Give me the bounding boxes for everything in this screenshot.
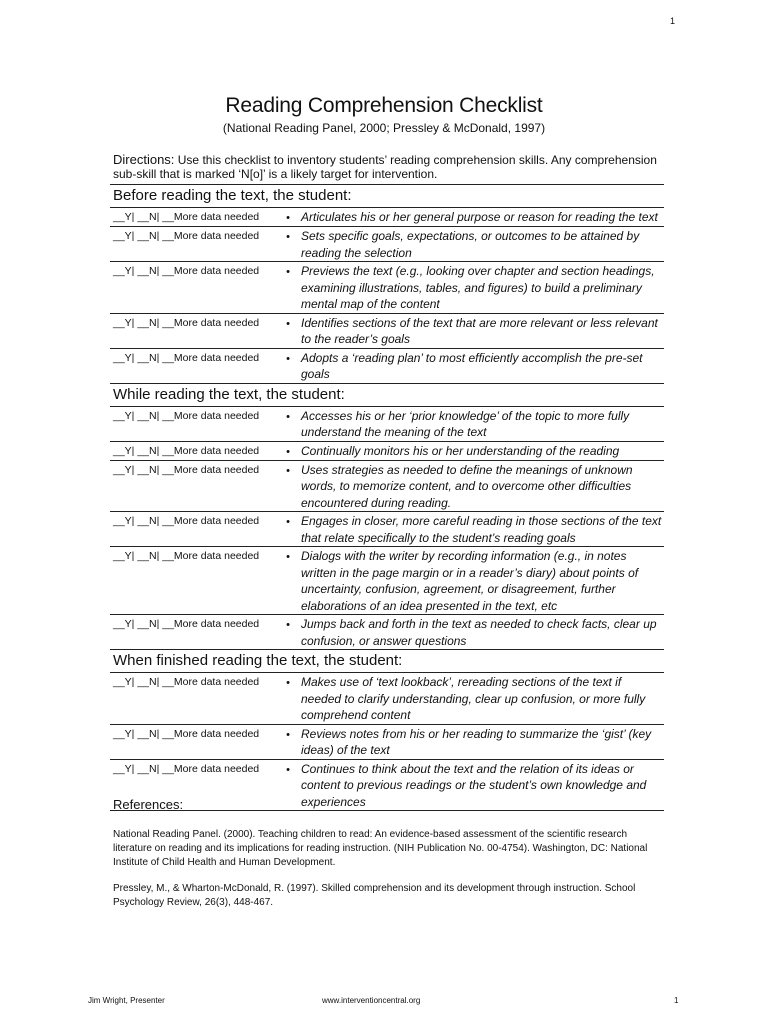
item-text: Identifies sections of the text that are more relevant or less relevant to the reader’s goals [301,313,664,348]
footer-page-number: 1 [674,996,679,1005]
references-heading: References: [113,797,184,812]
directions-lead: Directions: [113,152,175,167]
rating-options[interactable]: __Y| __N| __More data needed [110,441,275,460]
checklist-row [110,615,664,650]
bullet-icon: • [275,547,301,615]
checklist-row [110,460,664,512]
checklist-row [110,227,664,262]
rating-options[interactable]: __Y| __N| __More data needed [110,547,275,615]
checklist-row [110,512,664,547]
checklist-row [110,547,664,615]
bullet-icon: • [275,759,301,811]
bullet-icon: • [275,512,301,547]
rating-options[interactable]: __Y| __N| __More data needed [110,615,275,650]
checklist-table [110,184,664,811]
footer-url[interactable]: www.interventioncentral.org [322,996,421,1005]
section-heading: While reading the text, the student: [110,383,664,406]
item-text: Previews the text (e.g., looking over chapter and section headings, examining illustrations, tables, and figures) to build a preliminary mental map of the content [301,262,664,314]
references [113,798,653,922]
bullet-icon: • [275,724,301,759]
rating-options[interactable]: __Y| __N| __More data needed [110,512,275,547]
section-header-after [110,650,664,673]
bullet-icon: • [275,262,301,314]
rating-options[interactable]: __Y| __N| __More data needed [110,406,275,441]
item-text: Articulates his or her general purpose or reason for reading the text [301,208,664,227]
item-text: Continues to think about the text and the relation of its ideas or content to previous readings or the student’s own knowledge and experiences [301,759,664,811]
bullet-icon: • [275,313,301,348]
page-number-top: 1 [670,16,676,26]
item-text: Makes use of ‘text lookback’, rereading sections of the text if needed to clarify understanding, clear up confusion, or more fully comprehend content [301,673,664,725]
item-text: Adopts a ‘reading plan’ to most efficiently accomplish the pre-set goals [301,348,664,383]
bullet-icon: • [275,227,301,262]
footer-presenter: Jim Wright, Presenter [88,996,165,1005]
rating-options[interactable]: __Y| __N| __More data needed [110,208,275,227]
checklist-row [110,724,664,759]
reference-item: National Reading Panel. (2000). Teaching children to read: An evidence-based assessment of the scientific research literature on reading and its implications for reading instruction. (NIH Publication No. 00-4754). Washington, DC: National Institute of Child Health and Human Development. [113,829,648,868]
rating-options[interactable]: __Y| __N| __More data needed [110,724,275,759]
item-text: Reviews notes from his or her reading to summarize the ‘gist’ (key ideas) of the text [301,724,664,759]
section-heading: Before reading the text, the student: [110,185,664,208]
checklist-row [110,208,664,227]
rating-options[interactable]: __Y| __N| __More data needed [110,460,275,512]
checklist-row [110,406,664,441]
directions [113,153,673,181]
item-text: Dialogs with the writer by recording information (e.g., in notes written in the page margin or in a reader’s diary) about points of uncertainty, confusion, agreement, or disagreement, further elaborations of an idea presented in the text, etc [301,547,664,615]
rating-options[interactable]: __Y| __N| __More data needed [110,313,275,348]
bullet-icon: • [275,348,301,383]
item-text: Accesses his or her ‘prior knowledge’ of the topic to more fully understand the meaning of the text [301,406,664,441]
item-text: Engages in closer, more careful reading in those sections of the text that relate specifically to the student’s reading goals [301,512,664,547]
section-header-while [110,383,664,406]
item-text: Continually monitors his or her understanding of the reading [301,441,664,460]
item-text: Jumps back and forth in the text as needed to check facts, clear up confusion, or answer questions [301,615,664,650]
section-header-before [110,185,664,208]
section-heading: When finished reading the text, the student: [110,650,664,673]
bullet-icon: • [275,673,301,725]
bullet-icon: • [275,208,301,227]
checklist-row [110,441,664,460]
checklist-row [110,313,664,348]
bullet-icon: • [275,615,301,650]
page-title: Reading Comprehension Checklist [225,94,543,117]
rating-options[interactable]: __Y| __N| __More data needed [110,262,275,314]
bullet-icon: • [275,441,301,460]
rating-options[interactable]: __Y| __N| __More data needed [110,227,275,262]
item-text: Uses strategies as needed to define the meanings of unknown words, to memorize content, and to overcome other difficulties encountered during reading. [301,460,664,512]
item-text: Sets specific goals, expectations, or outcomes to be attained by reading the selection [301,227,664,262]
checklist-row [110,262,664,314]
directions-text: Use this checklist to inventory students’ reading comprehension skills. Any comprehension sub-skill that is marked ‘N[o]’ is a likely target for intervention. [113,153,657,181]
bullet-icon: • [275,406,301,441]
rating-options[interactable]: __Y| __N| __More data needed [110,673,275,725]
reference-item: Pressley, M., & Wharton-McDonald, R. (1997). Skilled comprehension and its development through instruction. School Psychology Review, 26(3), 448-467. [113,883,636,908]
rating-options[interactable]: __Y| __N| __More data needed [110,348,275,383]
checklist-row [110,673,664,725]
rating-options[interactable]: __Y| __N| __More data needed [110,759,275,811]
page-subtitle: (National Reading Panel, 2000; Pressley & McDonald, 1997) [222,121,546,135]
bullet-icon: • [275,460,301,512]
checklist-row [110,348,664,383]
